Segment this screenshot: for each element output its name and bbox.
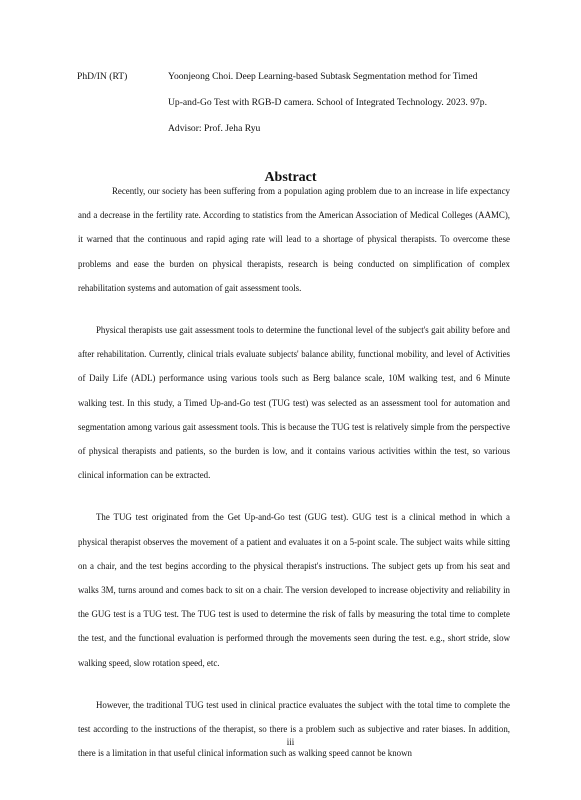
abstract-paragraph-2: Physical therapists use gait assessment tools to determine the functional level of the subject's gait ability before and after rehabilitation. Currently, clinical trials evaluate subjects' balance ability, functional mobility, and level of Activities of Daily Life (ADL) performance using various tools such as Berg balance scale, 10M walking test, and 6 Minute walking test. In this study, a Timed Up-and-Go test (TUG test) was selected as an assessment tool for automation and segmentation among various gait assessment tools. This is because the TUG test is relatively simple from the perspective of physical therapists and patients, so the burden is low, and it contains various activities within the test, so various clinical information can be extracted. [78, 325, 510, 481]
advisor-line: Advisor: Prof. Jeha Ryu [168, 123, 261, 134]
page-number: iii [286, 737, 295, 747]
citation-line-1: Yoonjeong Choi. Deep Learning-based Subtask Segmentation method for Timed [168, 71, 478, 82]
thesis-header [77, 64, 517, 142]
header-row-2 [77, 90, 517, 116]
abstract-paragraph-1: Recently, our society has been suffering from a population aging problem due to an increase in life expectancy and a decrease in the fertility rate. According to statistics from the American Association of Medical Colleges (AAMC), it warned that the continuous and rapid aging rate will lead to a shortage of physical therapists. To overcome these problems and ease the burden on physical therapists, research is being conducted on simplification of complex rehabilitation systems and automation of gait assessment tools. [78, 186, 510, 293]
header-row-3 [77, 116, 517, 142]
citation-line-2: Up-and-Go Test with RGB-D camera. School of Integrated Technology. 2023. 97p. [168, 97, 488, 108]
abstract-body [78, 179, 510, 783]
abstract-paragraph-4: However, the traditional TUG test used in clinical practice evaluates the subject with the total time to complete the test according to the instructions of the therapist, so there is a problem such as subjective and rater biases. In addition, there is a limitation in that useful clinical information such as walking speed cannot be known [78, 699, 510, 759]
abstract-title: Abstract [264, 170, 317, 185]
abstract-paragraph-3: The TUG test originated from the Get Up-and-Go test (GUG test). GUG test is a clinical method in which a physical therapist observes the movement of a patient and evaluates it on a 5-point scale. The subject waits while sitting on a chair, and the test begins according to the physical therapist's instructions. The subject gets up from his seat and walks 3M, turns around and comes back to sit on a chair. The version developed to increase objectivity and reliability in the GUG test is a TUG test. The TUG test is used to determine the risk of falls by measuring the total time to complete the test, and the functional evaluation is performed through the movements seen during the test. e.g., short stride, slow walking speed, slow rotation speed, etc. [78, 512, 510, 668]
degree-label: PhD/IN (RT) [77, 71, 128, 82]
header-row-1 [77, 64, 517, 90]
